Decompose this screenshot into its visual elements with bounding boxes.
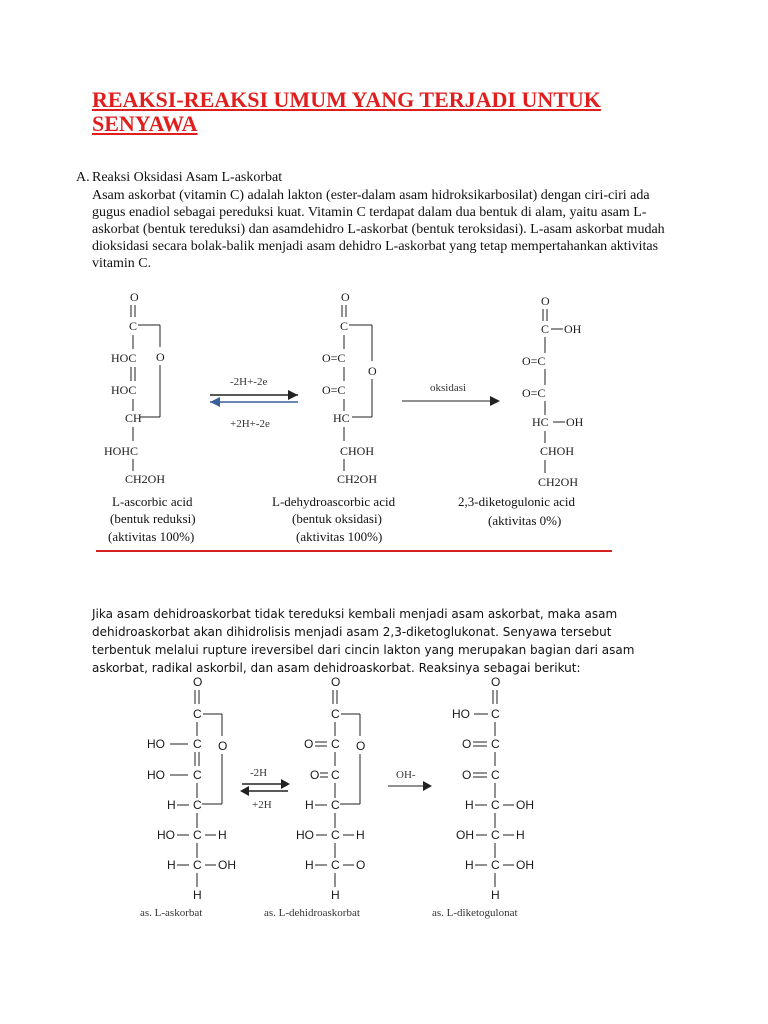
atom-c2: O=C xyxy=(322,351,346,365)
svg-text:C: C xyxy=(331,737,340,751)
svg-text:O: O xyxy=(462,768,472,782)
svg-text:O: O xyxy=(356,739,366,753)
oxidation-arrow xyxy=(402,382,500,406)
caption: as. L-diketogulonat xyxy=(432,907,518,919)
svg-text:OH: OH xyxy=(516,798,534,812)
svg-text:H: H xyxy=(465,858,474,872)
atom-c4: CH xyxy=(125,411,142,425)
caption-activity: (aktivitas 100%) xyxy=(296,529,383,544)
svg-text:C: C xyxy=(193,707,202,721)
caption-name: L-ascorbic acid xyxy=(112,494,193,509)
svg-text:H: H xyxy=(305,798,314,812)
svg-text:H: H xyxy=(465,798,474,812)
atom-c5: CHOH xyxy=(340,444,375,458)
svg-text:HO: HO xyxy=(147,768,165,782)
svg-text:HO: HO xyxy=(452,707,470,721)
atom-c2: HOC xyxy=(111,351,137,365)
intro-paragraph: Asam askorbat (vitamin C) adalah lakton (ester-dalam asam hidroksikarbosilat) dengan ciri-ciri ada gugus enadiol sebagai pereduksi kuat. Vitamin C terdapat dalam dua bentuk di alam, yaitu asam L-askorbat (bentuk tereduksi) dan asamdehidro L-askorbat (bentuk teroksidasi). L-asam askorbat mudah dioksidasi secara bolak-balik menjadi asam dehidro L-askorbat yang tetap mempertahankan aktivitas vitamin C. xyxy=(92,188,665,271)
atom-c3: HOC xyxy=(111,383,137,397)
svg-text:C: C xyxy=(491,768,500,782)
atom-c1: C xyxy=(541,322,550,336)
svg-text:H: H xyxy=(331,888,340,902)
svg-text:O: O xyxy=(304,737,314,751)
svg-text:OH: OH xyxy=(456,828,474,842)
svg-text:C: C xyxy=(331,828,340,842)
caption-activity: (aktivitas 100%) xyxy=(108,529,195,544)
svg-text:C: C xyxy=(331,768,340,782)
svg-text:HO: HO xyxy=(157,828,175,842)
svg-text:H: H xyxy=(516,828,525,842)
svg-text:C: C xyxy=(491,798,500,812)
svg-text:C: C xyxy=(193,858,202,872)
svg-text:C: C xyxy=(331,707,340,721)
caption: as. L-askorbat xyxy=(140,907,203,919)
atom-oh4: OH xyxy=(566,415,584,429)
hydrolysis-paragraph: Jika asam dehidroaskorbat tidak tereduksi kembali menjadi asam askorbat, maka asam dehidroaskorbat akan dihidrolisis menjadi asam 2,3-diketoglukonat. Senyawa tersebut terbentuk melalui rupture ireversibel dari cincin lakton yang merupakan bagian dari asam askorbat, radikal askorbil, dan asam dehidroaskorbat. Reaksinya sebagai berikut: xyxy=(92,607,635,675)
atom-c3: O=C xyxy=(522,386,546,400)
arrow-forward-label: -2H xyxy=(250,767,268,779)
atom-c1: C xyxy=(340,319,349,333)
svg-text:O: O xyxy=(491,675,501,689)
svg-text:O: O xyxy=(356,858,366,872)
svg-text:O: O xyxy=(462,737,472,751)
atom-ring-o: O xyxy=(368,364,377,378)
caption-form: (bentuk oksidasi) xyxy=(292,511,382,526)
section-heading: Reaksi Oksidasi Asam L-askorbat xyxy=(92,170,283,185)
arrow-reverse-label: +2H+-2e xyxy=(230,418,270,430)
atom-c2: O=C xyxy=(522,354,546,368)
structure-as-l-askorbat xyxy=(140,675,236,919)
svg-text:C: C xyxy=(331,798,340,812)
svg-text:H: H xyxy=(193,888,202,902)
oxidation-label: oksidasi xyxy=(430,382,467,394)
svg-text:C: C xyxy=(193,828,202,842)
structure-l-dehydroascorbic-acid xyxy=(272,290,396,544)
svg-text:H: H xyxy=(491,888,500,902)
svg-text:OH: OH xyxy=(218,858,236,872)
arrow-forward-label: -2H+-2e xyxy=(230,376,268,388)
caption-activity: (aktivitas 0%) xyxy=(488,513,562,528)
hydroxide-arrow xyxy=(388,769,432,791)
svg-text:H: H xyxy=(167,798,176,812)
svg-text:H: H xyxy=(167,858,176,872)
svg-text:C: C xyxy=(193,737,202,751)
structure-diketogulonic-acid xyxy=(458,294,584,528)
atom-o-top: O xyxy=(541,294,550,308)
atom-o-top: O xyxy=(341,290,350,304)
atom-c4: HC xyxy=(333,411,350,425)
atom-c3: O=C xyxy=(322,383,346,397)
page-title: REAKSI-REAKSI UMUM YANG TERJADI UNTUK SENYAWA xyxy=(92,87,601,136)
svg-text:H: H xyxy=(305,858,314,872)
caption-name: L-dehydroascorbic acid xyxy=(272,494,396,509)
svg-text:C: C xyxy=(491,737,500,751)
atom-o-top: O xyxy=(130,290,139,304)
atom-c4: HC xyxy=(532,415,549,429)
svg-text:O: O xyxy=(218,739,228,753)
svg-text:C: C xyxy=(491,858,500,872)
atom-c6: CH2OH xyxy=(538,475,579,489)
caption-form: (bentuk reduksi) xyxy=(110,511,196,526)
atom-c6: CH2OH xyxy=(337,472,378,486)
svg-text:C: C xyxy=(491,707,500,721)
arrow-oh-label: OH- xyxy=(396,769,416,781)
reversible-arrow xyxy=(240,767,290,811)
section-letter: A. xyxy=(76,170,90,185)
svg-text:HO: HO xyxy=(147,737,165,751)
svg-text:OH: OH xyxy=(516,858,534,872)
hydrolysis-figure xyxy=(0,670,768,930)
atom-c1: C xyxy=(129,319,138,333)
atom-c5: CHOH xyxy=(540,444,575,458)
svg-text:C: C xyxy=(331,858,340,872)
svg-text:HO: HO xyxy=(296,828,314,842)
atom-c6: CH2OH xyxy=(125,472,166,486)
structure-as-l-dehidroaskorbat xyxy=(264,675,365,919)
caption-name: 2,3-diketogulonic acid xyxy=(458,494,575,509)
svg-text:O: O xyxy=(331,675,341,689)
svg-text:H: H xyxy=(218,828,227,842)
svg-text:C: C xyxy=(193,798,202,812)
ascorbic-oxidation-figure xyxy=(0,285,768,565)
svg-text:C: C xyxy=(491,828,500,842)
arrow-reverse-label: +2H xyxy=(252,799,272,811)
atom-c5: HOHC xyxy=(104,444,139,458)
svg-text:O: O xyxy=(193,675,203,689)
atom-oh1: OH xyxy=(564,322,582,336)
structure-as-l-diketogulonat xyxy=(432,675,534,919)
svg-text:H: H xyxy=(356,828,365,842)
caption: as. L-dehidroaskorbat xyxy=(264,907,360,919)
structure-l-ascorbic-acid xyxy=(104,290,196,544)
svg-text:C: C xyxy=(193,768,202,782)
svg-text:O: O xyxy=(310,768,320,782)
atom-ring-o: O xyxy=(156,350,165,364)
reversible-arrow xyxy=(210,376,298,430)
